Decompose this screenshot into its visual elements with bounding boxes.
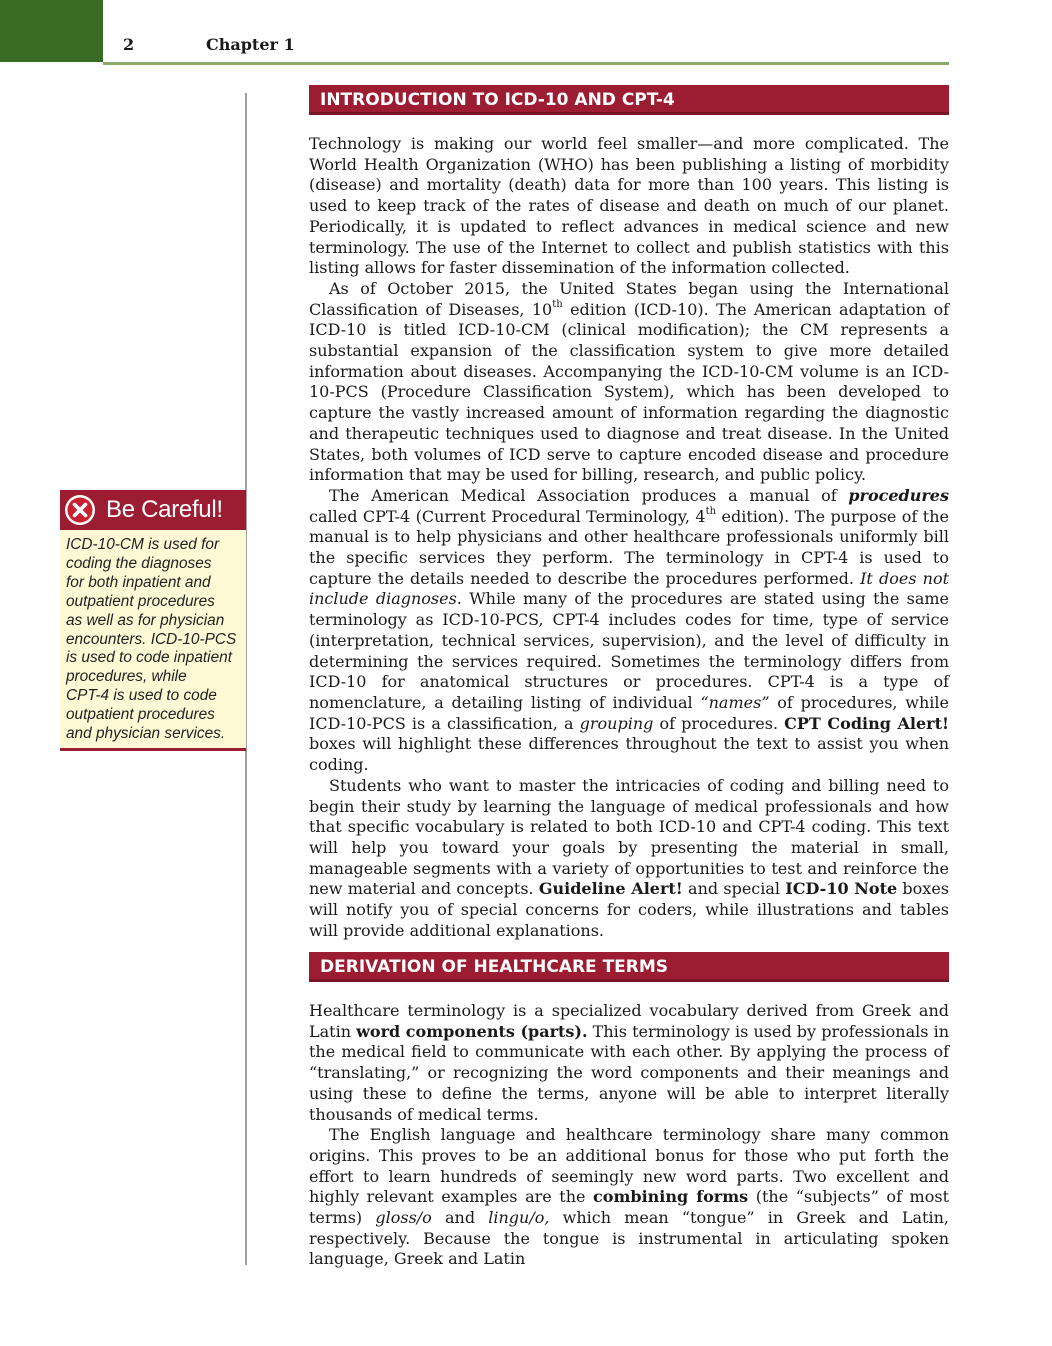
be-careful-header [60,490,246,530]
be-careful-title: Be Careful! [106,496,223,523]
chapter-title: Chapter 1 [206,35,295,54]
page-number: 2 [123,35,135,54]
x-circle-icon [64,494,96,526]
sidebar-line: and physician services. [66,725,226,743]
section-heading: DERIVATION OF HEALTHCARE TERMS [309,952,949,982]
be-careful-text [60,530,246,744]
paragraph: Healthcare terminology is a specialized vocabulary derived from Greek and Latin word components (parts). This terminology is used by professionals in the medical field to communicate with each other. By applying the process of “translating,” or recognizing the word components and their meanings and using these to define the terms, anyone will be able to interpret literally thousands of medical terms. [309,1001,949,1124]
sidebar-line: is used to code inpatient [66,649,232,667]
chapter-color-tab [0,0,103,62]
sidebar-line: procedures, while [66,668,187,686]
paragraph: As of October 2015, the United States began using the International Classification of Diseases, 10th edition (ICD-10). The American adaptation of ICD-10 is titled ICD-10-CM (clinical modification); the CM represents a substantial expansion of the classification system to give more detailed information about diseases. Accompanying the ICD-10-CM volume is an ICD-10-PCS (Procedure Classification System), which has been developed to capture the vastly increased amount of information regarding the diagnostic and therapeutic techniques used to diagnose and treat disease. In the United States, both volumes of ICD serve to capture encoded disease and procedure information that may be used for billing, research, and public policy. [309,278,949,485]
header-rule [103,62,949,65]
sidebar-line: coding the diagnoses [66,554,212,572]
sidebar-line: outpatient procedures [66,706,215,724]
paragraph: The American Medical Association produces a manual of procedures called CPT-4 (Current Procedural Terminology, 4th edition). The purpose of the manual is to help physicians and other healthcare professionals uniformly bill the specific services they perform. The terminology in CPT-4 is used to capture the details needed to describe the procedures performed. It does not include diagnoses. While many of the procedures are stated using the same terminology as ICD-10-PCS, CPT-4 includes codes for time, type of service (interpretation, technical services, supervision), and the level of difficulty in determining the services required. Sometimes the terminology differs from ICD-10 for anatomical structures or procedures. CPT-4 is a type of nomenclature, a detailing listing of individual “names” of procedures, while ICD-10-PCS is a classification, a grouping of procedures. CPT Coding Alert! boxes will highlight these differences throughout the text to assist you when coding. [309,485,950,775]
sidebar-line: encounters. ICD-10-PCS [66,630,237,648]
section-heading: INTRODUCTION TO ICD-10 AND CPT-4 [309,85,949,115]
paragraph: Technology is making our world feel smaller—and more complicated. The World Health Organization (WHO) has been publishing a listing of morbidity (disease) and mortality (death) data for more than 100 years. This listing is used to keep track of the rates of disease and death on much of our planet. Periodically, it is updated to reflect advances in medical science and new terminology. The use of the Internet to collect and publish statistics with this listing allows for faster dissemination of the information collected. [309,134,949,278]
paragraph: Students who want to master the intricacies of coding and billing need to begin their study by learning the language of medical professionals and how that specific vocabulary is related to both ICD-10 and CPT-4 coding. This text will help you toward your goals by presenting the material in small, manageable segments with a variety of opportunities to test and reinforce the new material and concepts. Guideline Alert! and special ICD-10 Note boxes will notify you of special concerns for coders, while illustrations and tables will provide additional explanations. [309,775,949,940]
paragraph: The English language and healthcare terminology share many common origins. This proves to be an additional bonus for those who put forth the effort to learn hundreds of seemingly new word parts. Two excellent and highly relevant examples are the combining forms (the “subjects” of most terms) gloss/o and lingu/o, which mean “tongue” in Greek and Latin, respectively. Because the tongue is instrumental in articulating spoken language, Greek and Latin [309,1125,949,1269]
sidebar-line: ICD-10-CM is used for [66,536,220,553]
sidebar-line: outpatient procedures [66,592,215,610]
sidebar-line: as well as for physician [66,611,225,629]
sidebar-line: CPT-4 is used to code [66,687,217,705]
be-careful-box [60,490,246,751]
section-derivation [309,952,949,1270]
section-introduction [309,85,949,941]
sidebar-line: for both inpatient and [66,573,211,591]
